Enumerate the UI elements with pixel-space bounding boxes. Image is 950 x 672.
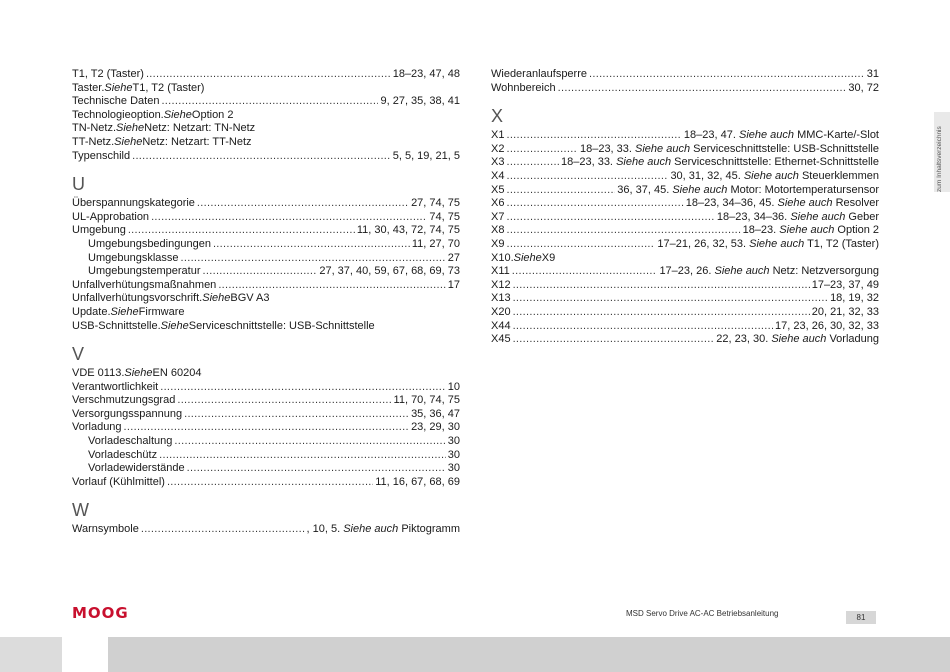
- entry-term: Unfallverhütungsvorschrift.: [72, 292, 203, 305]
- see-also-label: Siehe auch: [714, 265, 770, 278]
- entry-term: T1, T2 (Taster): [72, 68, 144, 80]
- see-target[interactable]: Firmware: [138, 305, 185, 318]
- index-entry: [72, 224, 460, 238]
- page-numbers[interactable]: 18–23, 34–36, 45.: [685, 197, 775, 210]
- dot-leader: [506, 224, 740, 238]
- page-numbers[interactable]: 17–23, 26.: [659, 265, 712, 278]
- entry-term: Technologieoption.: [72, 108, 164, 121]
- index-entry: [491, 170, 879, 184]
- index-entry: [491, 197, 879, 211]
- index-entry: [72, 82, 460, 96]
- page-references[interactable]: [357, 224, 460, 238]
- document-title: MSD Servo Drive AC-AC Betriebsanleitung: [626, 609, 779, 618]
- page-references[interactable]: [812, 306, 879, 320]
- see-target[interactable]: EN 60204: [152, 367, 202, 380]
- page-numbers[interactable]: 30, 31, 32, 45.: [670, 169, 741, 182]
- page-numbers[interactable]: 18–23.: [742, 224, 777, 237]
- page-references[interactable]: [394, 394, 460, 408]
- page-references[interactable]: [448, 252, 460, 266]
- page-references[interactable]: [319, 265, 460, 279]
- page-references[interactable]: [448, 462, 460, 476]
- page-references[interactable]: [830, 292, 879, 306]
- entry-term: Versorgungsspannung: [72, 407, 183, 420]
- index-subentry: [72, 462, 460, 476]
- page-references[interactable]: [448, 449, 460, 463]
- entry-term: Wiederanlaufsperre: [491, 68, 587, 80]
- page-numbers[interactable]: 36, 37, 45.: [617, 183, 670, 196]
- index-entry: [491, 333, 879, 347]
- page-numbers[interactable]: 9, 27, 35, 38, 41: [380, 95, 460, 108]
- page-numbers[interactable]: 30: [447, 448, 460, 461]
- see-also-target[interactable]: Piktogramm: [401, 523, 460, 536]
- page-references[interactable]: [657, 238, 879, 252]
- page-references[interactable]: [380, 95, 460, 109]
- page-references[interactable]: [580, 143, 879, 157]
- dot-leader: [181, 252, 446, 266]
- index-entry: [72, 367, 460, 381]
- index-entry: [72, 381, 460, 395]
- index-entry: [72, 408, 460, 422]
- see-target[interactable]: Netz: Netzart: TN-Netz: [144, 122, 256, 135]
- page-numbers[interactable]: 30, 72: [848, 81, 879, 94]
- footer-band-right: [108, 637, 950, 672]
- index-entry: [72, 476, 460, 490]
- index-entry: [72, 68, 460, 82]
- index-entry: [72, 197, 460, 211]
- page-numbers[interactable]: 23, 29, 30: [411, 421, 460, 434]
- footer-band-left: [0, 637, 62, 672]
- page-numbers[interactable]: 11, 30, 43, 72, 74, 75: [356, 224, 460, 237]
- entry-term: X13: [491, 292, 511, 305]
- page-numbers[interactable]: 11, 16, 67, 68, 69: [375, 475, 460, 488]
- see-target[interactable]: BGV A3: [230, 292, 270, 305]
- index-entry: [491, 129, 879, 143]
- page-numbers[interactable]: 17: [447, 278, 460, 291]
- index-entry: [491, 238, 879, 252]
- page-references[interactable]: [393, 150, 460, 164]
- page-references[interactable]: [617, 184, 879, 198]
- page-references[interactable]: [812, 279, 879, 293]
- entry-term: Wohnbereich: [491, 81, 556, 94]
- index-section-letter: X: [491, 106, 504, 127]
- dot-leader: [128, 224, 355, 238]
- page-numbers[interactable]: 11, 27, 70: [411, 237, 460, 250]
- page-references[interactable]: [448, 279, 460, 293]
- entry-term: Warnsymbole: [72, 523, 139, 536]
- see-also-target[interactable]: Resolver: [835, 197, 879, 210]
- index-entry: [72, 136, 460, 150]
- see-also-label: Siehe auch: [743, 169, 799, 182]
- entry-term: Umgebung: [72, 224, 126, 237]
- page-references[interactable]: [670, 170, 879, 184]
- index-entry: [491, 252, 879, 266]
- page-numbers[interactable]: 30: [447, 462, 460, 475]
- entry-term: VDE 0113.: [72, 367, 125, 380]
- entry-term: X1: [491, 129, 505, 142]
- see-target[interactable]: Netz: Netzart: TT-Netz: [142, 135, 252, 148]
- entry-term: X10.: [491, 251, 514, 264]
- see-also-label: Siehe auch: [777, 197, 833, 210]
- see-target[interactable]: Option 2: [191, 108, 234, 121]
- see-also-target[interactable]: MMC-Karte/-Slot: [797, 129, 879, 142]
- page-numbers[interactable]: 27: [447, 251, 460, 264]
- entry-term: Vorladewiderstände: [88, 462, 185, 475]
- page-references[interactable]: [375, 476, 460, 490]
- see-also-target[interactable]: Serviceschnittstelle: Ethernet-Schnittstelle: [674, 156, 879, 169]
- page-references[interactable]: [412, 238, 460, 252]
- index-entry: [72, 292, 460, 306]
- see-target[interactable]: X9: [541, 251, 556, 264]
- see-also-label: Siehe auch: [790, 210, 846, 223]
- entry-term: Vorladeschütz: [88, 448, 158, 461]
- dot-leader: [513, 279, 810, 293]
- entry-term: Vorlauf (Kühlmittel): [72, 475, 165, 488]
- entry-term: X3: [491, 156, 505, 169]
- moog-logo: [72, 604, 129, 622]
- dot-leader: [159, 449, 446, 463]
- index-entry: [491, 320, 879, 334]
- index-entry: [72, 320, 460, 334]
- see-also-label: Siehe auch: [672, 183, 728, 196]
- logo-text: MOOG: [72, 604, 129, 622]
- dot-leader: [506, 197, 683, 211]
- entry-term: X8: [491, 224, 505, 237]
- page-numbers[interactable]: 35, 36, 47: [411, 407, 460, 420]
- dot-leader: [512, 265, 658, 279]
- page-numbers[interactable]: 18–23, 47.: [683, 129, 736, 142]
- index-column-left: [72, 68, 460, 537]
- page-numbers[interactable]: 17–21, 26, 32, 53.: [657, 237, 747, 250]
- entry-term: X12: [491, 278, 511, 291]
- entry-term: Verschmutzungsgrad: [72, 394, 176, 407]
- dot-leader: [506, 211, 714, 225]
- dot-leader: [558, 82, 847, 96]
- index-subentry: [72, 265, 460, 279]
- page-numbers[interactable]: 20, 21, 32, 33: [811, 305, 879, 318]
- index-entry: [491, 68, 879, 82]
- index-section-letter: V: [72, 344, 85, 365]
- page-numbers[interactable]: 17, 23, 26, 30, 32, 33: [775, 319, 879, 332]
- see-also-label: Siehe auch: [616, 156, 672, 169]
- entry-term: X9: [491, 237, 505, 250]
- see-also-target[interactable]: Netz: Netzversorgung: [772, 265, 879, 278]
- see-also-target[interactable]: T1, T2 (Taster): [807, 237, 879, 250]
- see-label: Siehe: [202, 292, 231, 305]
- see-also-label: Siehe auch: [738, 129, 795, 142]
- index-entry: [72, 150, 460, 164]
- dot-leader: [506, 238, 655, 252]
- index-entry: [491, 224, 879, 238]
- index-entry: [72, 122, 460, 136]
- dot-leader: [160, 381, 446, 395]
- page-references[interactable]: [448, 381, 460, 395]
- entry-term: Update.: [72, 305, 111, 318]
- page-numbers[interactable]: 31: [866, 68, 879, 80]
- index-section-letter: W: [72, 500, 89, 521]
- index-subentry: [72, 435, 460, 449]
- page-references[interactable]: [775, 320, 879, 334]
- see-label: Siehe: [163, 108, 192, 121]
- entry-term: X5: [491, 183, 505, 196]
- dot-leader: [218, 279, 445, 293]
- page-references[interactable]: [411, 197, 460, 211]
- page-references[interactable]: [684, 129, 879, 143]
- dot-leader: [151, 211, 427, 225]
- page-references[interactable]: [393, 68, 460, 82]
- dot-leader: [513, 320, 773, 334]
- entry-term: X7: [491, 210, 505, 223]
- entry-term: X11: [491, 265, 510, 278]
- page-numbers[interactable]: , 10, 5.: [306, 523, 341, 536]
- index-subentry: [72, 252, 460, 266]
- entry-term: Vorladeschaltung: [88, 435, 173, 448]
- page-references[interactable]: [686, 197, 879, 211]
- dot-leader: [213, 238, 410, 252]
- entry-term: Unfallverhütungsmaßnahmen: [72, 278, 217, 291]
- see-also-target[interactable]: Option 2: [837, 224, 879, 237]
- dot-leader: [589, 68, 865, 82]
- entry-term: X45: [491, 333, 511, 346]
- entry-term: Umgebungsklasse: [88, 251, 179, 264]
- dot-leader: [132, 150, 391, 164]
- entry-term: Technische Daten: [72, 95, 160, 108]
- index-section-letter: U: [72, 174, 85, 195]
- index-column-right: [491, 68, 879, 347]
- entry-term: X20: [491, 305, 511, 318]
- dot-leader: [187, 462, 446, 476]
- index-entry: [491, 184, 879, 198]
- entry-term: Taster.: [72, 81, 105, 94]
- dot-leader: [506, 156, 559, 170]
- see-also-label: Siehe auch: [343, 523, 399, 536]
- index-entry: [491, 279, 879, 293]
- see-also-label: Siehe auch: [749, 237, 805, 250]
- see-also-target[interactable]: Motor: Motortemperatursensor: [730, 183, 879, 196]
- page-numbers[interactable]: 22, 23, 30.: [716, 333, 769, 346]
- index-entry: [72, 394, 460, 408]
- page-numbers[interactable]: 27, 74, 75: [411, 197, 460, 210]
- page-numbers[interactable]: 18–23, 34–36.: [716, 210, 788, 223]
- page-number: 81: [846, 611, 876, 624]
- index-entry: [491, 211, 879, 225]
- index-entry: [491, 143, 879, 157]
- toc-link-label[interactable]: zum Inhaltsverzeichnis: [936, 126, 943, 192]
- index-entry: [491, 82, 879, 96]
- page-references[interactable]: [448, 435, 460, 449]
- index-entry: [72, 306, 460, 320]
- see-label: Siehe: [116, 122, 145, 135]
- dot-leader: [177, 394, 391, 408]
- page-references[interactable]: [659, 265, 879, 279]
- index-entry: [72, 95, 460, 109]
- page-references[interactable]: [716, 333, 879, 347]
- page-numbers[interactable]: 11, 70, 74, 75: [393, 394, 460, 407]
- page-numbers[interactable]: 18–23, 47, 48: [392, 68, 460, 80]
- index-entry: [491, 292, 879, 306]
- index-entry: [72, 109, 460, 123]
- page-references[interactable]: [867, 68, 879, 82]
- dot-leader: [141, 523, 305, 537]
- index-entry: [491, 156, 879, 170]
- see-also-label: Siehe auch: [779, 224, 835, 237]
- page-numbers[interactable]: 27, 37, 40, 59, 67, 68, 69, 73: [319, 265, 460, 278]
- dot-leader: [513, 292, 828, 306]
- entry-term: Vorladung: [72, 421, 122, 434]
- page-references[interactable]: [743, 224, 879, 238]
- page-references[interactable]: [717, 211, 879, 225]
- page-numbers[interactable]: 18–23, 33.: [561, 156, 613, 169]
- dot-leader: [146, 68, 391, 82]
- page-references[interactable]: [429, 211, 460, 225]
- page-numbers[interactable]: 10: [447, 380, 460, 393]
- page-numbers[interactable]: 17–23, 37, 49: [811, 278, 879, 291]
- index-subentry: [72, 449, 460, 463]
- index-entry: [491, 306, 879, 320]
- entry-term: UL-Approbation: [72, 210, 150, 223]
- page-references[interactable]: [561, 156, 879, 170]
- page-references[interactable]: [411, 421, 460, 435]
- see-also-target[interactable]: Steuerklemmen: [801, 169, 879, 182]
- see-label: Siehe: [104, 81, 133, 94]
- entry-term: USB-Schnittstelle.: [72, 319, 161, 332]
- page-numbers[interactable]: 18, 19, 32: [830, 292, 879, 305]
- dot-leader: [506, 129, 681, 143]
- index-entry: [72, 211, 460, 225]
- page-numbers[interactable]: 74, 75: [429, 210, 460, 223]
- page-numbers[interactable]: 5, 5, 19, 21, 5: [392, 149, 460, 162]
- entry-term: X2: [491, 142, 505, 155]
- page-references[interactable]: [411, 408, 460, 422]
- dot-leader: [513, 333, 715, 347]
- see-target[interactable]: T1, T2 (Taster): [132, 81, 205, 94]
- entry-term: Überspannungskategorie: [72, 197, 195, 210]
- dot-leader: [174, 435, 445, 449]
- entry-term: Verantwortlichkeit: [72, 380, 159, 393]
- page-numbers[interactable]: 18–23, 33.: [579, 142, 632, 155]
- dot-leader: [161, 95, 378, 109]
- entry-term: Umgebungstemperatur: [88, 265, 201, 278]
- dot-leader: [184, 408, 409, 422]
- see-also-target[interactable]: Geber: [848, 210, 879, 223]
- see-label: Siehe: [513, 251, 542, 264]
- page-references[interactable]: [848, 82, 879, 96]
- dot-leader: [167, 476, 373, 490]
- dot-leader: [124, 421, 410, 435]
- see-label: Siehe: [124, 367, 153, 380]
- dot-leader: [506, 170, 668, 184]
- entry-term: TT-Netz.: [72, 135, 115, 148]
- index-entry: [72, 421, 460, 435]
- page-numbers[interactable]: 30: [447, 435, 460, 448]
- see-also-target[interactable]: Serviceschnittstelle: USB-Schnittstelle: [693, 142, 879, 155]
- dot-leader: [197, 197, 409, 211]
- see-label: Siehe: [160, 319, 189, 332]
- entry-term: Umgebungsbedingungen: [88, 237, 211, 250]
- index-subentry: [72, 238, 460, 252]
- see-also-label: Siehe auch: [771, 333, 827, 346]
- entry-term: Typenschild: [72, 149, 131, 162]
- dot-leader: [506, 143, 578, 157]
- entry-term: TN-Netz.: [72, 122, 116, 135]
- index-entry: [72, 279, 460, 293]
- see-label: Siehe: [114, 135, 143, 148]
- dot-leader: [506, 184, 615, 198]
- see-target[interactable]: Serviceschnittstelle: USB-Schnittstelle: [188, 319, 375, 332]
- page-references[interactable]: [307, 523, 461, 537]
- dot-leader: [203, 265, 318, 279]
- index-entry: [491, 265, 879, 279]
- entry-term: X4: [491, 169, 505, 182]
- see-also-target[interactable]: Vorladung: [829, 333, 879, 346]
- dot-leader: [513, 306, 810, 320]
- see-label: Siehe: [110, 305, 139, 318]
- see-also-label: Siehe auch: [635, 142, 691, 155]
- entry-term: X44: [491, 319, 511, 332]
- index-entry: [72, 523, 460, 537]
- entry-term: X6: [491, 197, 505, 210]
